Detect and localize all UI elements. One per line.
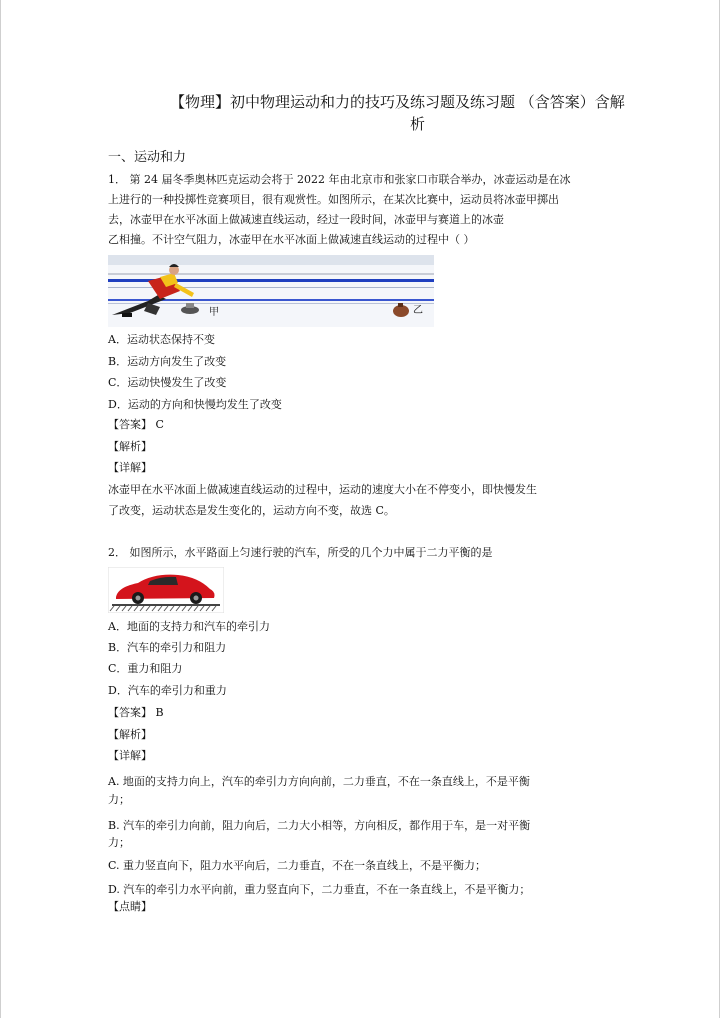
figure-label-yi: 乙 <box>413 305 423 316</box>
q1-explanation-line2: 了改变，运动状态是发生变化的，运动方向不变，故选 C。 <box>108 504 395 517</box>
q1-stem-line1: 1． 第 24 届冬季奥林匹克运动会将于 2022 年由北京市和张家口市联合举办，冰壶运动是在冰 <box>108 173 571 186</box>
q2-comment-label: 【点睛】 <box>108 900 152 913</box>
q2-stem: 2． 如图所示，水平路面上匀速行驶的汽车，所受的几个力中属于二力平衡的是 <box>108 546 493 559</box>
q2-option-c: C．重力和阻力 <box>108 662 183 675</box>
q2-option-d: D．汽车的牵引力和重力 <box>108 684 227 697</box>
q1-answer: 【答案】 C <box>108 418 164 431</box>
q1-stem-line3: 去，冰壶甲在水平冰面上做减速直线运动，经过一段时间，冰壶甲与赛道上的冰壶 <box>108 213 504 226</box>
document-title-line1: 【物理】初中物理运动和力的技巧及练习题及练习题 （含答案）含解 <box>170 93 625 111</box>
q2-option-a: A．地面的支持力和汽车的牵引力 <box>108 620 270 633</box>
q1-option-a: A．运动状态保持不变 <box>108 333 215 346</box>
curling-figure <box>108 255 434 327</box>
q1-detail-label: 【详解】 <box>108 461 152 474</box>
q2-answer: 【答案】 B <box>108 706 164 719</box>
q2-explanation-b-line2: 力； <box>108 836 130 849</box>
car-illustration <box>108 567 224 613</box>
q2-explanation-c: C. 重力竖直向下，阻力水平向后，二力垂直，不在一条直线上，不是平衡力； <box>108 859 487 872</box>
page-left-border <box>0 0 1 1018</box>
q2-explanation-b-line1: B. 汽车的牵引力向前，阻力向后，二力大小相等，方向相反，都作用于车，是一对平衡 <box>108 819 531 832</box>
q1-explanation-line1: 冰壶甲在水平冰面上做减速直线运动的过程中，运动的速度大小在不停变小，即快慢发生 <box>108 483 537 496</box>
q2-analysis-label: 【解析】 <box>108 728 152 741</box>
q2-detail-label: 【详解】 <box>108 749 152 762</box>
document-title-line2: 析 <box>410 115 426 133</box>
car-figure <box>108 567 224 613</box>
q1-option-c: C．运动快慢发生了改变 <box>108 376 227 389</box>
q2-explanation-d: D. 汽车的牵引力水平向前，重力竖直向下，二力垂直，不在一条直线上，不是平衡力； <box>108 883 531 896</box>
q2-explanation-a-line1: A. 地面的支持力向上，汽车的牵引力方向向前，二力垂直，不在一条直线上，不是平衡 <box>108 775 530 788</box>
q1-option-d: D．运动的方向和快慢均发生了改变 <box>108 398 282 411</box>
figure-label-jia: 甲 <box>209 307 219 318</box>
q1-stem-line4: 乙相撞。不计空气阻力，冰壶甲在水平冰面上做减速直线运动的过程中（ ） <box>108 233 475 246</box>
q1-analysis-label: 【解析】 <box>108 440 152 453</box>
q2-explanation-a-line2: 力； <box>108 793 130 806</box>
q1-stem-line2: 上进行的一种投掷性竞赛项目，很有观赏性。如图所示，在某次比赛中，运动员将冰壶甲掷出 <box>108 193 559 206</box>
curling-illustration <box>108 255 434 327</box>
q2-option-b: B．汽车的牵引力和阻力 <box>108 641 227 654</box>
q1-option-b: B．运动方向发生了改变 <box>108 355 227 368</box>
section-heading: 一、运动和力 <box>108 150 187 165</box>
